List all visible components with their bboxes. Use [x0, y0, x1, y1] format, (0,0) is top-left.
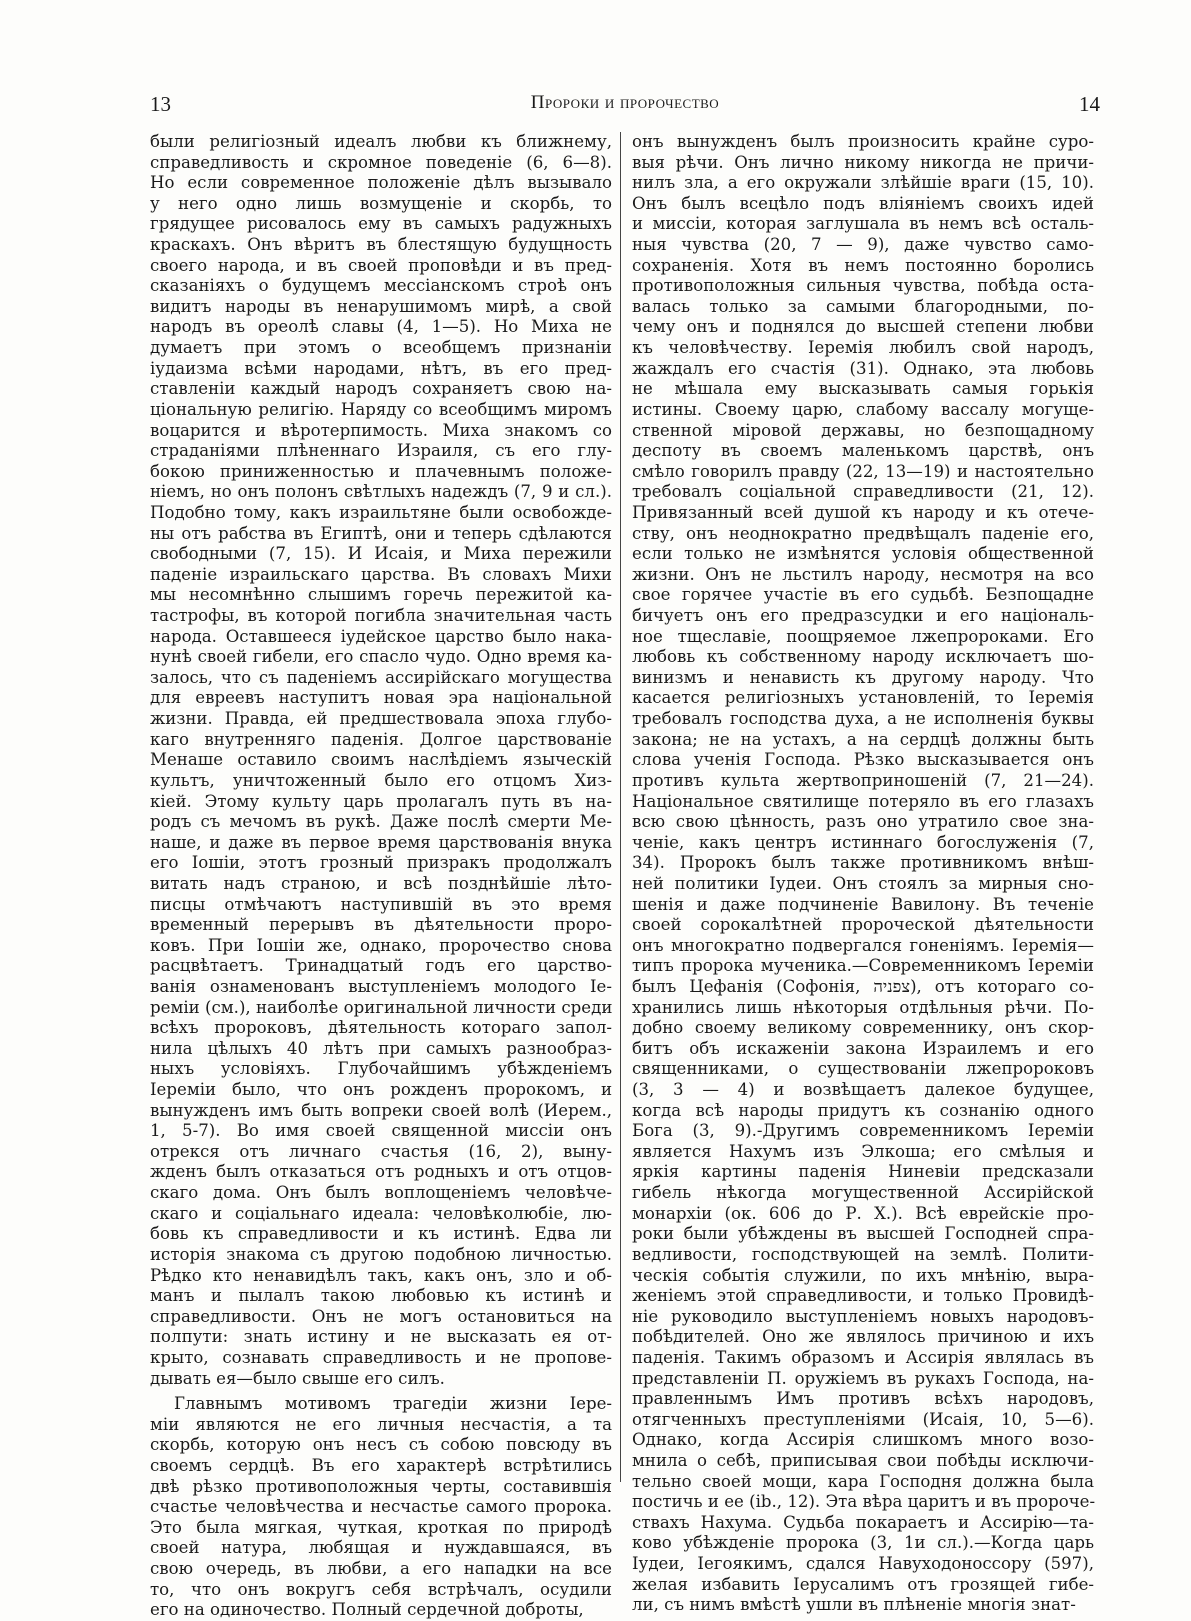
text-line: Іудеи, Іегоякимъ, сдался Навуходоноссору (597), [632, 1554, 1094, 1574]
text-line: Національное святилище потеряло въ его глазахъ [632, 791, 1094, 811]
text-line: то, что онъ вокругъ себя встрѣчалъ, осудили [150, 1579, 612, 1599]
text-line: Но если современное положеніе дѣлъ вызывало [150, 173, 612, 193]
text-line: паденія. Такимъ образомъ и Ассирія являлась въ [632, 1347, 1094, 1367]
text-line: закона; не на устахъ, а на сердцѣ должны быть [632, 729, 1094, 749]
text-line: противъ культа жертвоприношеній (7, 21—24). [632, 770, 1094, 790]
text-line: витать надъ страною, и всѣ позднѣйшіе лѣто- [150, 873, 612, 893]
text-line: чему онъ и поднялся до высшей степени любви [632, 317, 1094, 337]
text-line: типъ пророка мученика.—Современникомъ Іереміи [632, 956, 1094, 976]
text-line: исторія знакома съ другою подобною личностью. [150, 1244, 612, 1264]
text-line: всю свою цѣнность, разъ оно утратило свое зна- [632, 812, 1094, 832]
text-line: ству, онъ неоднократно предвѣщалъ паденіе его, [632, 523, 1094, 543]
text-line: справедливости. Онъ не могъ остановиться на [150, 1306, 612, 1326]
left-page-number: 13 [150, 92, 171, 116]
text-line: двѣ рѣзко противоположныя черты, составившія [150, 1476, 612, 1496]
text-line: дывать ея—было свыше его силъ. [150, 1368, 445, 1388]
text-line: Бога (3, 9).-Другимъ современникомъ Іереміи [632, 1121, 1094, 1141]
text-line: сказаніяхъ о будущемъ мессіанскомъ строѣ онъ [150, 276, 612, 296]
text-line: іудаизма всѣми народами, нѣтъ, въ его пред- [150, 358, 612, 378]
text-line: ванія ознаменованъ выступленіемъ молодого Іе- [150, 976, 612, 996]
text-line: своей сорокалѣтней пророческой дѣятельности [632, 915, 1094, 935]
text-line: касается религіозныхъ установленій, то Іеремія [632, 688, 1094, 708]
text-line: ней политики Іудеи. Онъ стоялъ за мирныя сно- [632, 873, 1094, 893]
text-line: (3, 3 — 4) и возвѣщаетъ далекое будущее, [632, 1080, 1094, 1100]
right-page-number: 14 [1079, 92, 1100, 116]
text-line: справедливость и скромное поведеніе (6, 6—8). [150, 152, 612, 172]
text-line: является Нахумъ изъ Элкоша; его смѣлыя и [632, 1141, 1094, 1161]
text-line: полпути: знать истину и не высказать ея от- [150, 1327, 612, 1347]
text-line: 1, 5-7). Во имя своей священной миссіи онъ [150, 1121, 612, 1141]
text-line: залось, что съ паденіемъ ассирійскаго могущества [150, 667, 612, 687]
text-line: ціональную религію. Наряду со всеобщимъ миромъ [150, 399, 612, 419]
text-line: бокою приниженностью и плачевнымъ положе- [150, 461, 612, 481]
page-header [150, 92, 1100, 122]
text-line: для евреевъ наступитъ новая эра національной [150, 688, 612, 708]
text-line: бичуетъ онъ его предразсудки и его національ- [632, 606, 1094, 626]
text-line: воцарится и вѣротерпимость. Миха знакомъ со [150, 420, 612, 440]
text-line: слова ученія Господа. Рѣзко высказывается онъ [632, 750, 1094, 770]
text-line: ственной міровой державы, но безпощадному [632, 420, 1094, 440]
text-line: требовалъ соціальной справедливости (21, 12). [632, 482, 1094, 502]
text-line: былъ Цефанія (Софонія, צפניה), отъ котораго со- [632, 976, 1094, 996]
text-line: тастрофы, въ которой погибла значительная часть [150, 606, 612, 626]
text-line: своего народа, и въ своей проповѣди и въ пред- [150, 255, 612, 275]
text-line: думаетъ при этомъ о всеобщемъ признаніи [150, 338, 612, 358]
text-line: крыто, сознавать справедливость и не пропове- [150, 1347, 612, 1367]
text-line: народъ въ ореолѣ славы (4, 1—5). Но Миха не [150, 317, 612, 337]
text-line: жаждалъ его счастія (31). Однако, эта любовь [632, 358, 1094, 378]
text-line: валась только за самыми благородными, по- [632, 296, 1094, 316]
text-line: были религіозный идеалъ любви къ ближнему, [150, 132, 612, 151]
text-line: ное тщеславіе, поощряемое лжепророками. Его [632, 626, 1094, 646]
text-line: священниками, о существованіи лжепророковъ [632, 1059, 1094, 1079]
text-line: любовь къ собственному народу исключаетъ шо- [632, 647, 1094, 667]
text-line: жденъ былъ отказаться отъ родныхъ и отъ отцов- [150, 1162, 612, 1182]
text-line: гибель нѣкогда могущественной Ассирійской [632, 1183, 1094, 1203]
text-line: роки были убѣждены въ высшей Господней спра- [632, 1224, 1094, 1244]
text-line: нилъ зла, а его окружали злѣйшіе враги (15, 10). [632, 173, 1094, 193]
text-line: онъ вынужденъ былъ произносить крайне суро- [632, 132, 1094, 151]
text-line: ковъ. При Іошіи же, однако, пророчество снова [150, 935, 612, 955]
text-line: 34). Пророкъ былъ также противникомъ внѣш- [632, 853, 1094, 873]
text-line: и миссіи, которая заглушала въ немъ всѣ осталь- [632, 214, 1094, 234]
text-line: Іереміи было, что онъ рожденъ пророкомъ, и [150, 1080, 612, 1100]
left-column [150, 132, 612, 1621]
text-line: сохраненія. Хотя въ немъ постоянно боролись [632, 255, 1094, 275]
text-line: когда всѣ народы придутъ къ сознанію одного [632, 1100, 1094, 1120]
text-line: побѣдителей. Оно же являлось причиною и ихъ [632, 1327, 1094, 1347]
text-line: культъ, уничтоженный было его отцомъ Хиз- [150, 770, 612, 790]
text-line: всѣхъ пророковъ, дѣятельность котораго запол- [150, 1018, 612, 1038]
text-line: паденіе израильскаго царства. Въ словахъ Михи [150, 564, 612, 584]
text-line: не мѣшала ему высказывать самыя горькія [632, 379, 1094, 399]
text-line: временный перерывъ въ дѣятельности проро- [150, 915, 612, 935]
text-line: свою очередь, въ любви, а его нападки на все [150, 1559, 612, 1579]
text-line: Привязанный всей душой къ народу и къ отече- [632, 502, 1094, 522]
text-line: отягченныхъ преступленіями (Исаія, 10, 5—6). [632, 1409, 1094, 1429]
text-line: яркія картины паденія Ниневіи предсказали [632, 1162, 1094, 1182]
text-line: народа. Оставшееся іудейское царство было нака- [150, 626, 612, 646]
text-line: битъ объ искаженіи закона Израилемъ и его [632, 1038, 1094, 1058]
text-line: ны отъ рабства въ Египтѣ, они и теперь сдѣлаются [150, 523, 612, 543]
text-line: отрекся отъ личнаго счастья (16, 2), выну- [150, 1141, 612, 1161]
text-line: манъ и пылалъ такою любовью къ истинѣ и [150, 1286, 612, 1306]
text-line: кіей. Этому культу царь пролагалъ путь въ на- [150, 791, 612, 811]
text-line: мы несомнѣнно слышимъ горечь пережитой ка- [150, 585, 612, 605]
text-line: Онъ былъ всецѣло подъ вліяніемъ своихъ идей [632, 193, 1094, 213]
text-line: мнила о себѣ, приписывая свои побѣды исключи- [632, 1451, 1094, 1470]
text-line: своей натура, любящая и нуждавшаяся, въ [150, 1538, 612, 1558]
text-line: бовь къ справедливости и къ истинѣ. Едва ли [150, 1224, 612, 1244]
text-line: ніе руководило выступленіемъ новыхъ народовъ- [632, 1306, 1094, 1326]
text-line: скаго и соціальнаго идеала: человѣколюбіе, лю- [150, 1203, 612, 1223]
text-line: желая избавить Іерусалимъ отъ грозящей гибе- [632, 1574, 1094, 1594]
text-line: нунѣ своей гибели, его спасло чудо. Одно время ка- [150, 647, 612, 667]
text-line: представленіи П. оружіемъ въ рукахъ Господа, на- [632, 1368, 1094, 1388]
text-line: писцы отмѣчаютъ наступившій въ это время [150, 894, 612, 914]
text-line: видитъ народы въ ненарушимомъ мирѣ, а свой [150, 296, 612, 316]
text-line: монархіи (ок. 606 до Р. Х.). Всѣ еврейскіе про- [632, 1203, 1094, 1223]
text-line: Менаше оставило своимъ наслѣдіемъ языческій [150, 750, 612, 770]
text-line: Однако, когда Ассирія слишкомъ много возо- [632, 1430, 1094, 1450]
text-line: правленнымъ Имъ противъ всѣхъ народовъ, [632, 1389, 1094, 1409]
text-line: выя рѣчи. Онъ лично никому никогда не причи- [632, 152, 1094, 172]
text-line: шенія и даже подчиненіе Вавилону. Въ теченіе [632, 894, 1094, 914]
text-line: требовалъ господства духа, а не исполненія буквы [632, 709, 1094, 729]
text-line: Главнымъ мотивомъ трагедіи жизни Іере- [174, 1394, 612, 1414]
text-line: реміи (см.), наиболѣе оригинальной личности среди [150, 997, 613, 1017]
text-line: его Іошіи, этотъ грозный призракъ продолжалъ [150, 853, 612, 873]
text-line: расцвѣтаетъ. Тринадцатый годъ его царство- [150, 956, 612, 976]
text-line: счастье человѣчества и несчастье самого пророка. [150, 1497, 612, 1517]
text-line: винизмъ и ненависть къ другому народу. Что [632, 667, 1094, 687]
text-line: Подобно тому, какъ израильтяне были освобожде- [150, 502, 612, 522]
text-line: каго внутренняго паденія. Долгое царствованіе [150, 729, 612, 749]
text-line: вынужденъ имъ быть вопреки своей волѣ (Иерем., [150, 1100, 612, 1120]
text-line: жизни. Онъ не льстилъ народу, несмотря на всо [632, 564, 1094, 584]
text-line: наше, и даже въ первое время царствованія внука [150, 832, 612, 852]
text-line: нила цѣлыхъ 40 лѣтъ при самыхъ разнообраз- [150, 1038, 612, 1058]
text-line: ченіе, какъ центръ истиннаго богослуженія (7, [632, 832, 1094, 852]
text-line: краскахъ. Онъ вѣритъ въ блестящую будущность [150, 235, 612, 255]
text-line: Рѣдко кто ненавидѣлъ такъ, какъ онъ, зло и об- [150, 1265, 612, 1285]
text-line: деспоту въ своемъ маленькомъ царствѣ, онъ [632, 441, 1094, 461]
text-line: ныя чувства (20, 7 — 9), даже чувство само- [632, 235, 1094, 255]
text-line: если только не измѣнятся условія общественной [632, 544, 1094, 564]
running-title: Пророки и пророчество [530, 92, 720, 113]
text-line: его на одиночество. Полный сердечной доброты, [150, 1600, 584, 1620]
text-line: истины. Своему царю, слабому вассалу могуще- [632, 399, 1094, 419]
text-line: онъ многократно подвергался гоненіямъ. Іеремія— [632, 935, 1094, 955]
text-line: своемъ сердцѣ. Въ его характерѣ встрѣтились [150, 1456, 612, 1475]
text-line: свое горячее участіе въ его судьбѣ. Безпощадне [632, 585, 1094, 605]
text-line: жизни. Правда, ей предшествовала эпоха глубо- [150, 709, 612, 729]
text-line: добно своему великому современнику, онъ скор- [632, 1018, 1094, 1038]
text-line: ведливости, господствующей на землѣ. Полити- [632, 1244, 1094, 1264]
text-line: смѣло говорилъ правду (22, 13—19) и настоятельно [632, 461, 1094, 481]
text-line: скорбь, которую онъ несъ съ собою повсюду въ [150, 1435, 612, 1455]
text-line: противоположныя сильныя чувства, побѣда оста- [632, 276, 1094, 296]
text-line: ческія событія служили, по ихъ мнѣнію, выра- [632, 1265, 1094, 1285]
text-line: тельно своей мощи, кара Господня должна была [632, 1471, 1094, 1491]
text-line: у него одно лишь возмущеніе и скорбь, то [150, 193, 612, 213]
text-line: ково убѣжденіе пророка (3, 1и сл.).—Когда царь [632, 1533, 1094, 1553]
text-line: ствахъ Нахума. Судьба покараетъ и Ассирію—та- [632, 1512, 1094, 1532]
text-line: ныхъ условіяхъ. Глубочайшимъ убѣжденіемъ [150, 1059, 612, 1079]
right-column [632, 132, 1094, 1616]
text-line: родъ съ мечомъ въ рукѣ. Даже послѣ смерти Ме- [150, 812, 612, 832]
text-line: ли, съ нимъ вмѣстѣ ушли въ плѣненіе многія знат- [632, 1595, 1076, 1615]
text-line: скаго дома. Онъ былъ воплощеніемъ человѣче- [150, 1183, 612, 1203]
text-line: хранились лишь нѣкоторыя отдѣльныя рѣчи. По- [632, 997, 1094, 1017]
text-line: свободными (7, 15). И Исаія, и Миха пережили [150, 544, 612, 564]
text-line: ніемъ, но онъ полонъ свѣтлыхъ надеждъ (7, 9 и сл.). [150, 482, 612, 502]
text-line: ставленіи каждый народъ сохраняетъ свою на- [150, 379, 612, 399]
text-line: къ человѣчеству. Іеремія любилъ свой народъ, [632, 338, 1094, 358]
column-divider [620, 132, 621, 1482]
text-line: женіемъ этой справедливости, и только Провидѣ- [632, 1286, 1094, 1306]
text-line: страданіями плѣненнаго Израиля, съ его глу- [150, 441, 612, 461]
text-line: постичь и ее (ib., 12). Эта вѣра царитъ и въ пророче- [632, 1492, 1096, 1512]
text-line: міи являются не его личныя несчастія, а та [150, 1414, 612, 1434]
text-line: грядущее рисовалось ему въ самыхъ радужныхъ [150, 214, 612, 234]
text-line: Это была мягкая, чуткая, кроткая по природѣ [150, 1517, 612, 1537]
